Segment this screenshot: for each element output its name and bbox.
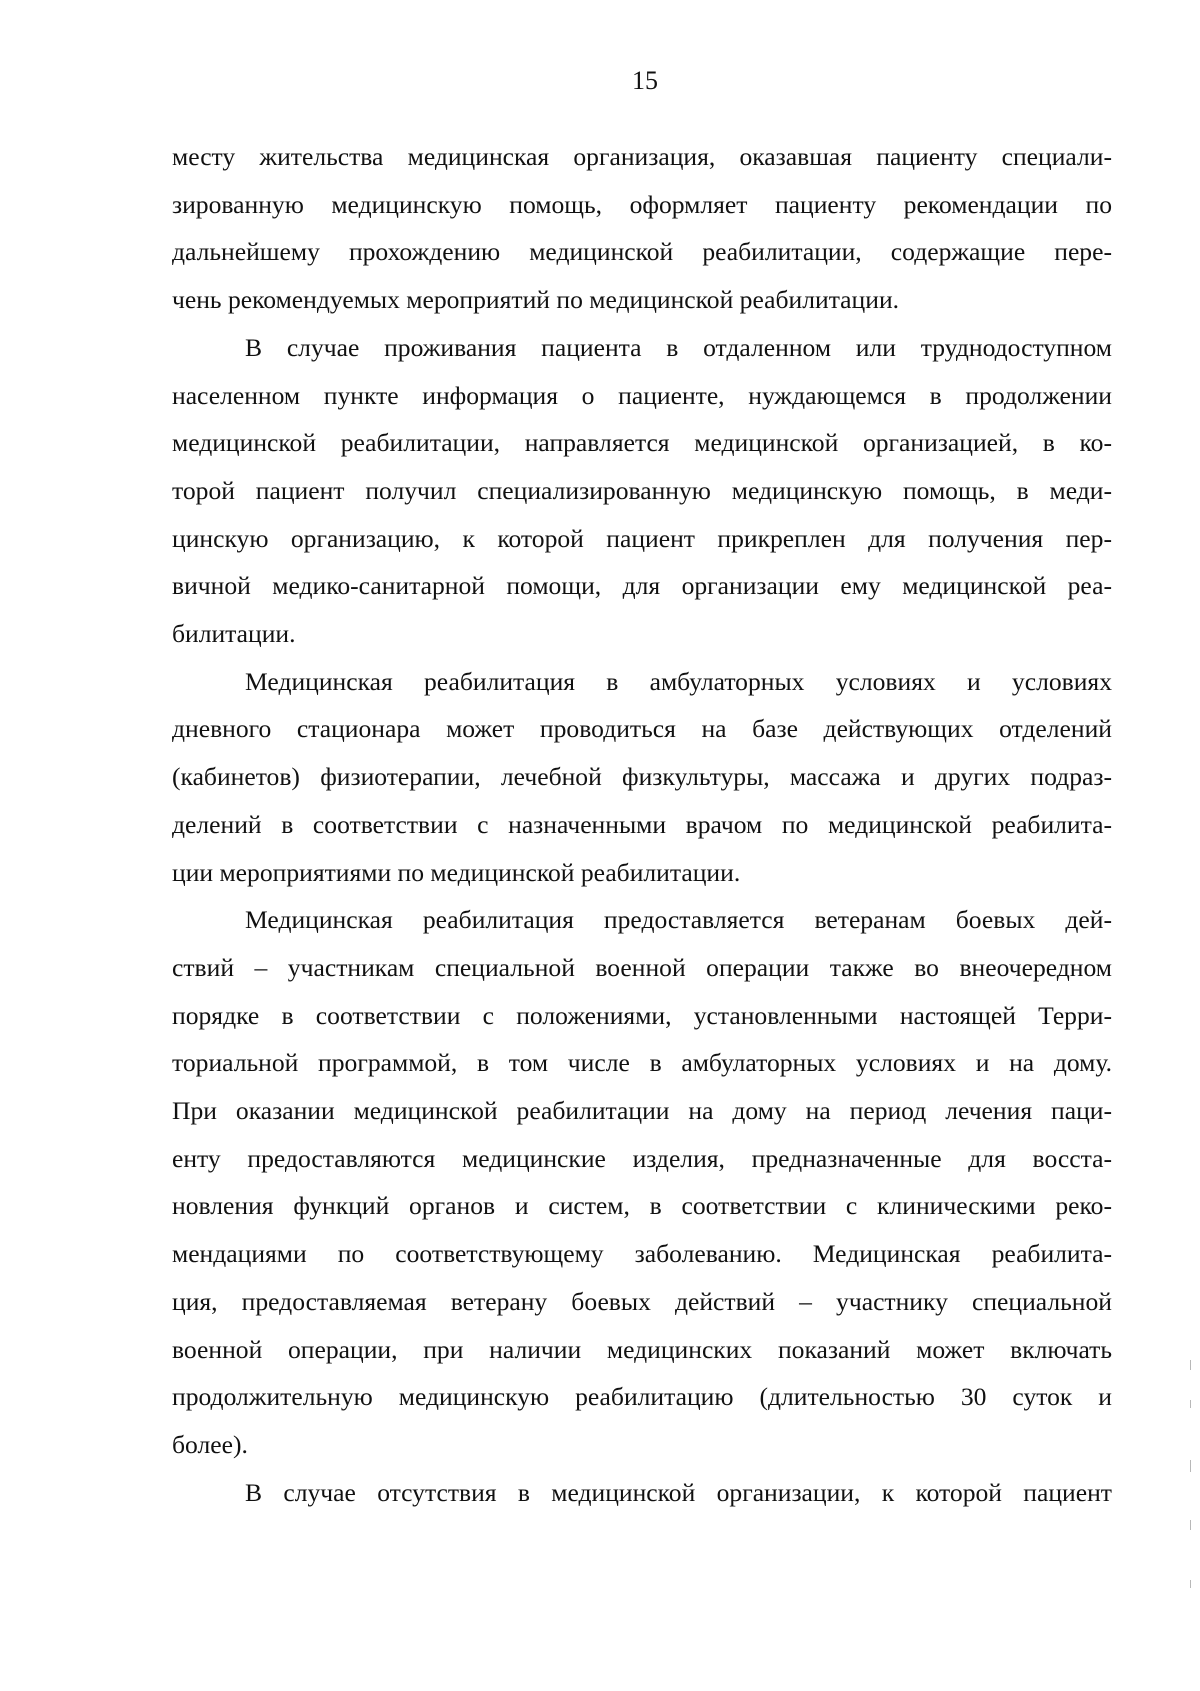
text-line: (кабинетов) физиотерапии, лечебной физкультуры, массажа и других подраз- xyxy=(172,762,1112,792)
scan-speck xyxy=(1190,1460,1191,1472)
text-line: мендациями по соответствующему заболеванию. Медицинская реабилита- xyxy=(172,1239,1112,1269)
body-text xyxy=(172,133,1112,1516)
scan-speck xyxy=(1190,1520,1191,1530)
text-line: ция, предоставляемая ветерану боевых действий – участнику специальной xyxy=(172,1286,1112,1316)
text-line: чень рекомендуемых мероприятий по медицинской реабилитации. xyxy=(172,285,900,315)
text-line: билитации. xyxy=(172,619,296,649)
text-line: зированную медицинскую помощь, оформляет пациенту рекомендации по xyxy=(172,189,1112,219)
text-line: вичной медико-санитарной помощи, для организации ему медицинской реа- xyxy=(172,571,1112,601)
scan-speck xyxy=(1190,1400,1191,1408)
text-line: порядке в соответствии с положениями, установленными настоящей Терри- xyxy=(172,1000,1112,1030)
text-line: енту предоставляются медицинские изделия, предназначенные для восста- xyxy=(172,1143,1112,1173)
text-line: ствий – участникам специальной военной операции также во внеочередном xyxy=(172,952,1112,982)
text-line: В случае отсутствия в медицинской организации, к которой пациент xyxy=(245,1477,1112,1507)
text-line: делений в соответствии с назначенными врачом по медицинской реабилита- xyxy=(172,809,1112,839)
text-line: месту жительства медицинская организация, оказавшая пациенту специали- xyxy=(172,142,1112,171)
page-number: 15 xyxy=(632,66,658,95)
text-line: ториальной программой, в том числе в амбулаторных условиях и на дому. xyxy=(172,1048,1112,1078)
text-line: медицинской реабилитации, направляется медицинской организацией, в ко- xyxy=(172,428,1112,458)
paragraph xyxy=(172,658,1112,897)
text-line: более). xyxy=(172,1429,248,1459)
text-line: При оказании медицинской реабилитации на дому на период лечения паци- xyxy=(172,1096,1112,1126)
text-line: ции мероприятиями по медицинской реабилитации. xyxy=(172,857,741,887)
text-line: В случае проживания пациента в отдаленном или труднодоступном xyxy=(245,332,1112,362)
text-line: Медицинская реабилитация в амбулаторных условиях и условиях xyxy=(245,666,1112,696)
paragraph xyxy=(172,133,1112,324)
scan-speck xyxy=(1190,1360,1191,1370)
text-line: продолжительную медицинскую реабилитацию (длительностью 30 суток и xyxy=(172,1382,1112,1412)
text-line: населенном пункте информация о пациенте, нуждающемся в продолжении xyxy=(172,380,1112,410)
scan-speck xyxy=(1190,1580,1191,1588)
text-line: новления функций органов и систем, в соответствии с клиническими реко- xyxy=(172,1191,1112,1221)
text-line: дневного стационара может проводиться на базе действующих отделений xyxy=(172,714,1112,744)
text-line: дальнейшему прохождению медицинской реабилитации, содержащие пере- xyxy=(172,237,1112,267)
paragraph xyxy=(172,1469,1112,1517)
text-line: военной операции, при наличии медицинских показаний может включать xyxy=(172,1334,1112,1364)
paragraph xyxy=(172,324,1112,658)
text-line: Медицинская реабилитация предоставляется ветеранам боевых дей- xyxy=(245,905,1112,935)
paragraph xyxy=(172,896,1112,1468)
text-line: цинскую организацию, к которой пациент прикреплен для получения пер- xyxy=(172,523,1112,553)
text-line: торой пациент получил специализированную медицинскую помощь, в меди- xyxy=(172,475,1112,505)
